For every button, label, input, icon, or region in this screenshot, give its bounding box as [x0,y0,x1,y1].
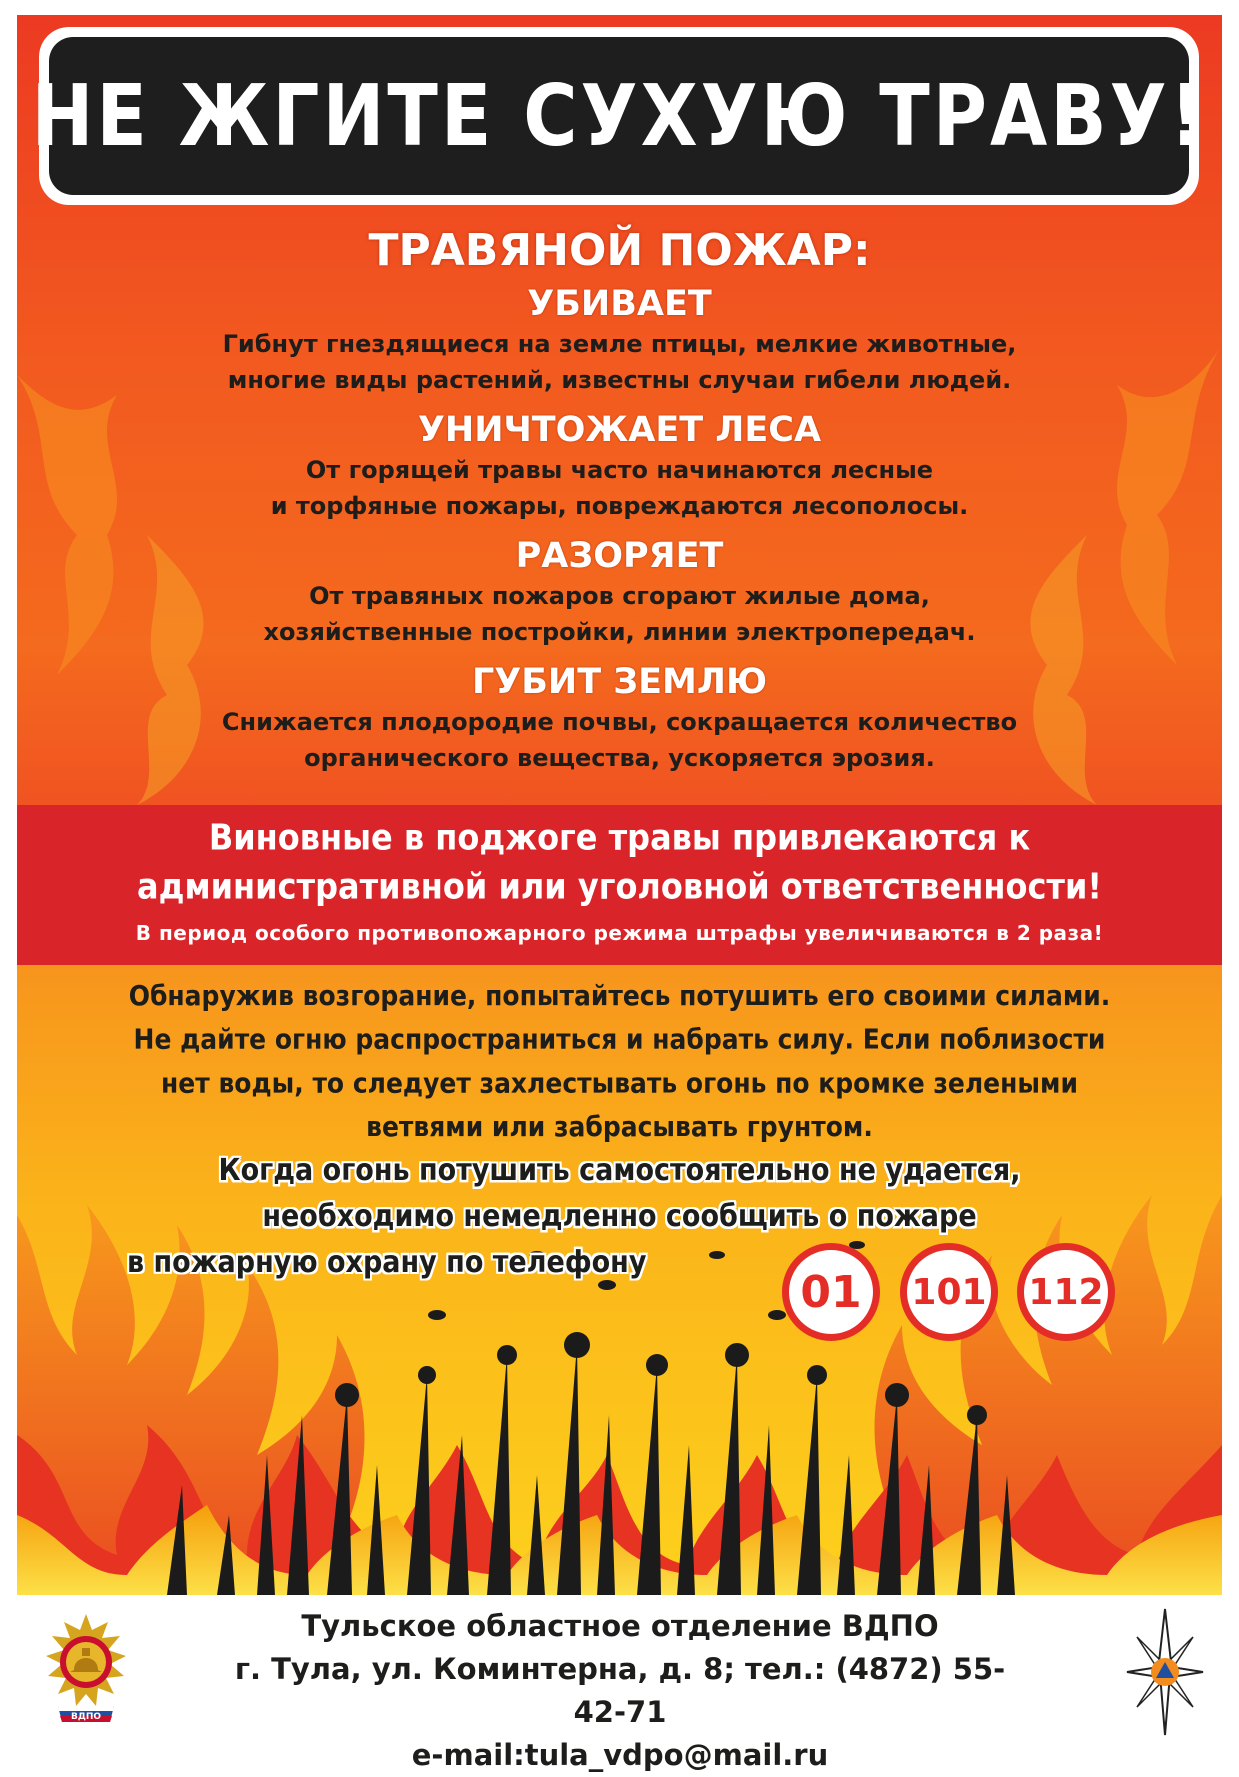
liability-line: административной или уголовной ответственности! [137,865,1102,908]
vdpo-logo-text: ВДПО [70,1712,102,1722]
organization-email: e-mail:tula_vdpo@mail.ru [411,1738,829,1772]
main-title: НЕ ЖГИТЕ СУХУЮ ТРАВУ! [31,66,1207,166]
section-text-forests [17,452,1222,524]
advice-line: Обнаружив возгорание, попытайтесь потушить его своими силами. [128,979,1111,1012]
extinguish-advice [17,974,1222,1149]
fine-notice: В период особого противопожарного режима штрафы увеличиваются в 2 раза! [135,921,1104,945]
section-text-line: хозяйственные постройки, линии электропередач. [263,618,976,646]
phone-badge-112: 112 [1017,1243,1115,1341]
fire-heading: ТРАВЯНОЙ ПОЖАР: [368,225,871,276]
organization-info [210,1605,1030,1777]
section-text-line: многие виды растений, известны случаи гибели людей. [227,366,1012,394]
section-text-kills [17,326,1222,398]
organization-name: Тульское областное отделение ВДПО [301,1609,939,1643]
poster [17,15,1222,1595]
organization-address: г. Тула, ул. Коминтерна, д. 8; тел.: (4872) 55-42-71 [234,1652,1006,1729]
footer [0,1595,1239,1772]
phone-badge-101: 101 [900,1243,998,1341]
title-banner [31,27,1207,205]
section-title-soil: ГУБИТ ЗЕМЛЮ [471,662,768,702]
liability-line: Виновные в поджоге травы привлекаются к [208,815,1031,859]
advice-line: нет воды, то следует захлестывать огонь по кромке зелеными [161,1066,1078,1100]
report-line: Когда огонь потушить самостоятельно не удается, [218,1153,1021,1188]
report-line: в пожарную охрану по телефону [127,1245,647,1280]
section-text-line: и торфяные пожары, повреждаются лесополосы. [270,492,969,520]
section-text-line: Снижается плодородие почвы, сокращается количество [221,708,1018,736]
vdpo-emblem-icon [36,1610,136,1735]
advice-line: ветвями или забрасывать грунтом. [366,1110,873,1143]
report-line: необходимо немедленно сообщить о пожаре [262,1199,977,1234]
advice-line: Не дайте огню распространиться и набрать силу. Если поблизости [133,1022,1106,1056]
section-text-ruins [17,578,1222,650]
section-title-ruins: РАЗОРЯЕТ [515,536,724,576]
section-text-soil [17,704,1222,776]
emercom-star-icon [1125,1607,1205,1737]
instructions [17,979,1222,1280]
grass-fire-info [17,225,1222,786]
section-text-line: От травяных пожаров сгорают жилые дома, [309,582,930,610]
liability-warning [17,799,1222,911]
title-banner-inner [31,37,1207,195]
section-text-line: органического вещества, ускоряется эрозия. [304,744,935,772]
section-text-line: Гибнут гнездящиеся на земле птицы, мелкие животные, [222,330,1017,358]
section-title-kills: УБИВАЕТ [527,284,712,324]
phone-badge-01: 01 [782,1243,880,1341]
liability-band [17,805,1222,965]
section-text-line: От горящей травы часто начинаются лесные [305,456,934,484]
section-title-forests: УНИЧТОЖАЕТ ЛЕСА [417,410,822,450]
